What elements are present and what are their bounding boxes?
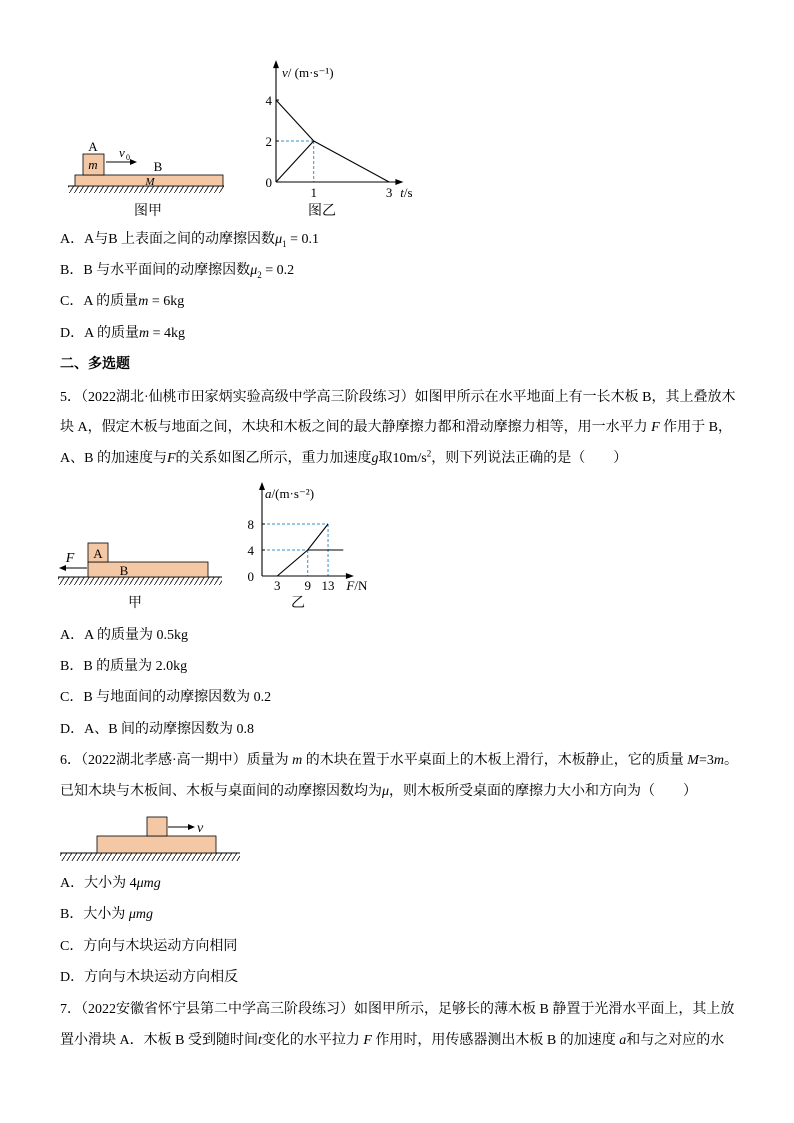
stem-text: ，则木板所受桌面的摩擦力大小和方向为（ ） [389, 784, 698, 799]
stem-text: 已知木块与木板间、木板与桌面间的动摩擦因数均为 [60, 784, 382, 799]
x-tick-label: 13 [321, 578, 335, 593]
velocity-arrow-head [188, 824, 195, 830]
board-label: B [153, 159, 163, 174]
data-line [276, 100, 314, 141]
y-tick-label: 0 [265, 175, 272, 190]
q5-figure-jia [58, 543, 222, 611]
q6-option-b [60, 905, 153, 925]
board [97, 836, 216, 853]
math-symbol: μmg [128, 907, 153, 922]
math-subscript: 2 [257, 269, 262, 280]
math-value: = 4kg [149, 326, 185, 341]
q4-figure-jia [68, 139, 224, 219]
section-heading: 二、多选题 [60, 357, 130, 372]
math-symbol: t [257, 1033, 262, 1048]
math-symbol: F [363, 1033, 372, 1048]
y-tick-label: 8 [247, 517, 254, 532]
q6-option-d: D．方向与木块运动方向相反 [60, 970, 239, 985]
block-mass-label: m [88, 157, 98, 172]
block [147, 817, 167, 836]
math-value: = 0.1 [286, 232, 319, 247]
q5-aF-graph [248, 482, 368, 611]
y-axis-label [265, 486, 314, 501]
q5-option-d: D．A、B 间的动摩擦因数为 0.8 [60, 722, 255, 737]
option-text: B．大小为 [60, 907, 129, 922]
q4-option-c [60, 292, 184, 312]
option-text: A．大小为 4 [60, 876, 137, 891]
math-symbol: μ [275, 232, 283, 247]
y-axis-unit: / (m·s⁻¹) [287, 65, 334, 81]
math-symbol: m [292, 753, 303, 768]
q4-option-d [60, 324, 185, 344]
figure-caption: 图乙 [308, 204, 336, 219]
math-symbol: m [138, 294, 149, 309]
math-symbol: F [651, 420, 660, 435]
q6-figure [60, 817, 240, 861]
force-label: F [65, 551, 75, 566]
option-text: A．A与B 上表面之间的动摩擦因数 [60, 232, 276, 247]
stem-text: 作用时，用传感器测出木板 B 的加速度 [371, 1033, 620, 1048]
math-symbol: m [713, 753, 724, 768]
x-axis-symbol: F [346, 578, 355, 593]
board-B [88, 562, 208, 577]
y-axis-symbol: v [282, 65, 288, 81]
stem-text: 置小滑块 A．木板 B 受到随时间 [60, 1033, 258, 1048]
q6-option-c: C．方向与木块运动方向相同 [60, 939, 238, 954]
stem-text: 作用于 B， [659, 420, 733, 435]
y-axis-label [282, 65, 334, 80]
q7-stem-line-2 [60, 1031, 724, 1051]
y-tick-label: 0 [247, 569, 254, 584]
q6-option-a [60, 874, 161, 894]
stem-text: 的关系如图乙所示，重力加速度 [175, 451, 372, 466]
math-value: = 6kg [148, 294, 185, 309]
q7-stem-line-1: 7．（2022安徽省怀宁县第二中学高三阶段练习）如图甲所示，足够长的薄木板 B 静置于光滑水平面上，其上放 [60, 1002, 735, 1017]
math-symbol: μmg [136, 876, 161, 891]
x-tick-label: 9 [304, 578, 311, 593]
figure-caption: 甲 [128, 596, 142, 611]
stem-text: 变化的水平拉力 [261, 1033, 364, 1048]
stem-text: 的木块在置于水平桌面上的木板上滑行，木板静止，它的质量 [302, 753, 688, 768]
q4-option-a [60, 230, 319, 250]
y-axis-unit: /(m·s⁻²) [271, 486, 315, 501]
velocity-label: v [197, 821, 204, 836]
q5-stem-line-2 [60, 418, 732, 438]
q4-vt-graph [266, 60, 413, 219]
q6-stem-line-1 [60, 751, 738, 771]
block-label: A [88, 139, 98, 154]
math-superscript: 2 [426, 448, 432, 459]
option-text: C．A 的质量 [60, 294, 139, 309]
x-axis-unit: /N [354, 578, 368, 593]
y-axis-symbol: a [265, 486, 272, 501]
q5-option-c: C．B 与地面间的动摩擦因数为 0.2 [60, 690, 272, 705]
stem-text: 。 [724, 753, 738, 768]
q6-stem-line-2 [60, 782, 697, 802]
velocity-arrow-head [130, 159, 137, 165]
x-tick-label: 1 [310, 185, 317, 200]
math-symbol: μ [250, 263, 258, 278]
math-symbol: μ [382, 784, 390, 799]
x-axis-label [400, 185, 412, 200]
option-text: D．A 的质量 [60, 326, 139, 341]
board-label: B [119, 563, 129, 578]
stem-text: ，则下列说法正确的是（ ） [431, 451, 628, 466]
ground-hatch [60, 853, 240, 861]
math-symbol: g [371, 451, 379, 466]
figure-caption: 乙 [291, 596, 305, 611]
stem-text: A、B 的加速度与 [60, 451, 167, 466]
x-axis-symbol: t [400, 185, 404, 200]
x-axis-unit: /s [403, 185, 413, 200]
q5-option-b: B．B 的质量为 2.0kg [60, 659, 188, 674]
y-tick-label: 4 [247, 543, 254, 558]
stem-text: 和与之对应的水 [626, 1033, 725, 1048]
board-mass-label: M [145, 176, 155, 188]
data-line [276, 141, 314, 182]
y-tick-label: 4 [265, 93, 272, 108]
figure-caption: 图甲 [134, 204, 162, 219]
math-symbol: M [687, 753, 699, 768]
stem-text: 块 A，假定木板与地面之间，木块和木板之间的最大静摩擦力都和滑动摩擦力相等，用一水平力 [60, 420, 652, 435]
velocity-subscript: 0 [126, 153, 130, 162]
option-text: B．B 与水平面间的动摩擦因数 [60, 263, 251, 278]
math-symbol: F [166, 451, 176, 466]
q5-option-a: A．A 的质量为 0.5kg [60, 628, 188, 643]
ground-hatch [58, 577, 222, 585]
block-label: A [93, 546, 103, 561]
q5-stem-line-1: 5．（2022湖北·仙桃市田家炳实验高级中学高三阶段练习）如图甲所示在水平地面上有一长木板 B，其上叠放木 [60, 390, 736, 405]
math-value: = 0.2 [261, 263, 295, 278]
data-line [314, 141, 389, 182]
x-tick-label: 3 [273, 578, 281, 593]
y-axis-arrow [273, 60, 279, 68]
math-symbol: a [619, 1033, 627, 1048]
x-tick-label: 3 [385, 185, 393, 200]
q4-option-b [60, 261, 294, 281]
q5-stem-line-3 [60, 449, 627, 469]
math-subscript: 1 [282, 238, 287, 249]
y-tick-label: 2 [265, 134, 272, 149]
math-symbol: m [138, 326, 150, 341]
stem-text: 6．（2022湖北孝感·高一期中）质量为 [60, 753, 293, 768]
stem-text: 取10m/s [378, 451, 427, 466]
stem-text: =3 [698, 753, 714, 768]
velocity-label: v [119, 145, 125, 160]
x-axis-label [345, 578, 368, 593]
